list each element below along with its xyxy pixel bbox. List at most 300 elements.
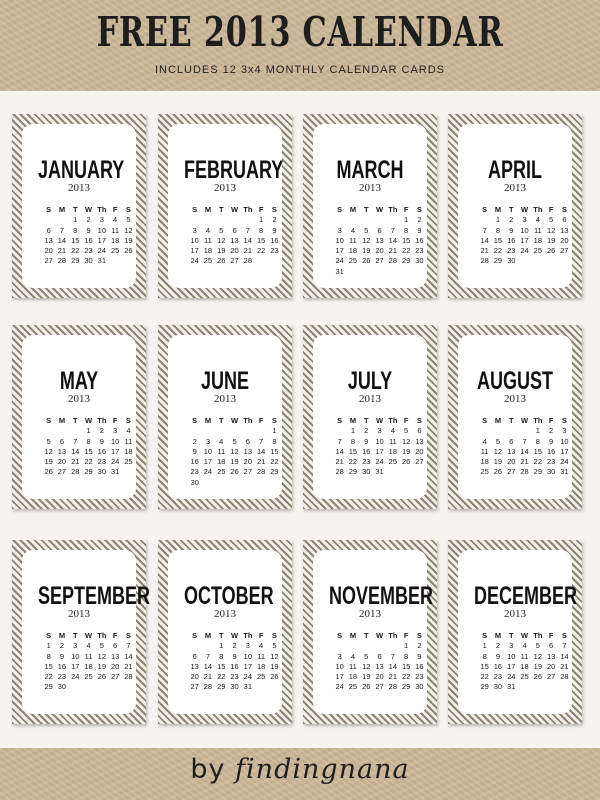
day-cell: 21: [520, 457, 529, 467]
month-day-grid: [188, 205, 281, 267]
day-cell: 9: [232, 651, 237, 661]
week-row: [333, 226, 426, 236]
day-cell: 11: [84, 651, 93, 661]
day-cell: 9: [495, 651, 501, 661]
day-cell: 24: [97, 246, 106, 256]
day-cell: 11: [480, 446, 489, 456]
day-cell: 26: [546, 246, 556, 256]
day-cell: 27: [110, 672, 120, 682]
day-cell: 6: [377, 225, 382, 235]
day-cell: 28: [335, 467, 344, 477]
day-cell: 23: [362, 457, 371, 467]
day-cell: 7: [245, 225, 250, 235]
day-cell: 7: [205, 651, 211, 661]
month-card-february: [158, 114, 292, 298]
day-cell: 11: [349, 235, 357, 245]
weekday-header-row: [188, 416, 281, 426]
day-cell: 2: [417, 641, 422, 651]
day-cell: 16: [546, 446, 556, 456]
empty-day-cell: [268, 256, 281, 266]
day-cell: 18: [203, 246, 213, 256]
day-cell: 13: [57, 446, 67, 456]
day-cell: 16: [415, 235, 424, 245]
day-cell: 15: [84, 446, 93, 456]
card-face: [458, 550, 577, 714]
empty-day-cell: [55, 426, 68, 436]
day-cell: 23: [507, 246, 516, 256]
day-cell: 30: [415, 256, 424, 266]
month-name: NOVEMBER: [328, 582, 433, 610]
weekday-label: T: [508, 416, 514, 425]
day-cell: 11: [349, 661, 357, 671]
day-cell: 19: [362, 672, 371, 682]
week-row: [188, 447, 281, 457]
week-row: [188, 682, 281, 692]
week-row: [42, 457, 135, 467]
empty-day-cell: [413, 267, 426, 277]
weekday-label: Th: [97, 416, 107, 425]
day-cell: 31: [375, 467, 384, 477]
empty-day-cell: [399, 467, 412, 477]
day-cell: 15: [401, 235, 411, 245]
day-cell: 13: [560, 225, 569, 235]
day-cell: 21: [243, 246, 252, 256]
weekday-label: W: [520, 631, 529, 640]
week-row: [333, 641, 426, 651]
day-cell: 19: [362, 246, 371, 256]
empty-day-cell: [95, 682, 108, 692]
weekday-label: F: [112, 416, 118, 425]
day-cell: 31: [243, 682, 252, 692]
day-cell: 13: [415, 436, 424, 446]
day-cell: 27: [375, 256, 384, 266]
day-cell: 20: [546, 661, 556, 671]
empty-day-cell: [69, 426, 82, 436]
day-cell: 7: [522, 436, 527, 446]
day-cell: 26: [533, 672, 542, 682]
month-day-grid: [333, 631, 426, 693]
day-cell: 25: [203, 256, 213, 266]
weekday-label: F: [548, 416, 554, 425]
day-cell: 2: [509, 215, 514, 225]
week-row: [478, 682, 571, 692]
weekday-label: F: [548, 631, 554, 640]
month-card-july: [303, 325, 437, 509]
day-cell: 20: [375, 672, 384, 682]
week-row: [42, 662, 135, 672]
weekday-label: W: [520, 205, 529, 214]
empty-day-cell: [108, 256, 121, 266]
week-row: [478, 652, 571, 662]
day-cell: 4: [205, 225, 211, 235]
day-cell: 24: [335, 256, 344, 266]
card-face: [22, 124, 136, 288]
empty-day-cell: [346, 267, 359, 277]
day-cell: 20: [190, 672, 199, 682]
day-cell: 13: [507, 446, 516, 456]
weekday-label: Th: [243, 631, 253, 640]
day-cell: 13: [110, 651, 120, 661]
day-cell: 14: [388, 235, 397, 245]
weekday-label: F: [258, 205, 264, 214]
day-cell: 3: [562, 426, 567, 436]
week-row: [478, 256, 571, 266]
month-name: FEBRUARY: [183, 156, 284, 184]
weekday-header-row: [42, 205, 135, 215]
month-year: 2013: [504, 608, 526, 620]
weekday-label: F: [548, 205, 554, 214]
day-cell: 14: [520, 446, 529, 456]
day-cell: 10: [560, 436, 569, 446]
day-cell: 18: [520, 661, 529, 671]
week-row: [333, 457, 426, 467]
day-cell: 2: [417, 215, 422, 225]
month-name: AUGUST: [476, 367, 554, 395]
day-cell: 21: [57, 246, 67, 256]
day-cell: 3: [522, 215, 527, 225]
day-cell: 8: [219, 651, 224, 661]
day-cell: 23: [493, 672, 503, 682]
day-cell: 18: [480, 457, 489, 467]
empty-day-cell: [254, 426, 267, 436]
day-cell: 11: [217, 446, 226, 456]
day-cell: 3: [205, 436, 211, 446]
day-cell: 7: [390, 651, 395, 661]
day-cell: 21: [335, 457, 344, 467]
day-cell: 24: [335, 682, 344, 692]
day-cell: 18: [84, 661, 93, 671]
day-cell: 25: [84, 672, 93, 682]
day-cell: 15: [348, 446, 358, 456]
day-cell: 26: [230, 467, 239, 477]
day-cell: 29: [270, 467, 279, 477]
day-cell: 27: [243, 467, 252, 477]
day-cell: 24: [375, 457, 384, 467]
day-cell: 21: [203, 672, 213, 682]
day-cell: 20: [415, 446, 424, 456]
weekday-label: F: [258, 416, 264, 425]
day-cell: 19: [44, 457, 53, 467]
day-cell: 14: [57, 235, 67, 245]
byline-author: findingnana: [235, 754, 410, 785]
day-cell: 21: [560, 661, 569, 671]
day-cell: 19: [493, 457, 503, 467]
day-cell: 2: [59, 641, 65, 651]
day-cell: 15: [270, 446, 279, 456]
day-cell: 25: [348, 682, 358, 692]
weekday-label: S: [125, 631, 131, 640]
day-cell: 31: [507, 682, 516, 692]
day-cell: 14: [335, 446, 344, 456]
day-cell: 22: [533, 457, 542, 467]
day-cell: 9: [549, 436, 554, 446]
day-cell: 5: [495, 436, 501, 446]
empty-day-cell: [491, 426, 504, 436]
day-cell: 28: [71, 467, 80, 477]
day-cell: 10: [203, 446, 213, 456]
day-cell: 10: [335, 235, 344, 245]
day-cell: 5: [272, 641, 277, 651]
empty-day-cell: [386, 467, 399, 477]
week-row: [478, 437, 571, 447]
week-row: [42, 256, 135, 266]
day-cell: 20: [44, 246, 53, 256]
day-cell: 25: [520, 672, 529, 682]
day-cell: 12: [362, 661, 371, 671]
day-cell: 19: [230, 457, 239, 467]
empty-day-cell: [122, 256, 135, 266]
day-cell: 28: [57, 256, 67, 266]
weekday-label: Th: [243, 416, 253, 425]
day-cell: 2: [232, 641, 237, 651]
month-year: 2013: [359, 182, 381, 194]
day-cell: 14: [560, 651, 569, 661]
empty-day-cell: [518, 426, 531, 436]
day-cell: 7: [126, 641, 131, 651]
weekday-label: Th: [97, 205, 107, 214]
day-cell: 6: [377, 651, 382, 661]
day-cell: 28: [203, 682, 213, 692]
day-cell: 9: [509, 225, 514, 235]
day-cell: 16: [230, 661, 239, 671]
weekday-label: Th: [533, 205, 543, 214]
day-cell: 15: [480, 661, 489, 671]
weekday-label: T: [363, 631, 369, 640]
day-cell: 5: [219, 225, 224, 235]
day-cell: 3: [509, 641, 514, 651]
month-card-october: [158, 540, 292, 724]
day-cell: 16: [190, 457, 199, 467]
weekday-label: S: [192, 416, 198, 425]
day-cell: 26: [401, 457, 411, 467]
day-cell: 4: [113, 215, 118, 225]
day-cell: 1: [73, 215, 78, 225]
day-cell: 27: [415, 457, 424, 467]
day-cell: 18: [110, 235, 120, 245]
day-cell: 8: [259, 225, 264, 235]
month-card-september: [12, 540, 150, 724]
week-row: [478, 226, 571, 236]
day-cell: 7: [59, 225, 65, 235]
day-cell: 18: [217, 457, 226, 467]
day-cell: 31: [335, 266, 344, 276]
day-cell: 24: [520, 246, 529, 256]
day-cell: 16: [493, 661, 503, 671]
weekday-label: Th: [388, 631, 398, 640]
day-cell: 11: [111, 225, 120, 235]
week-row: [42, 236, 135, 246]
day-cell: 1: [404, 215, 409, 225]
day-cell: 12: [97, 651, 106, 661]
empty-day-cell: [360, 215, 373, 225]
day-cell: 25: [110, 246, 120, 256]
day-cell: 12: [546, 225, 556, 235]
day-cell: 26: [124, 246, 133, 256]
empty-day-cell: [42, 426, 55, 436]
weekday-label: M: [58, 205, 66, 214]
empty-day-cell: [201, 478, 214, 488]
weekday-header-row: [188, 631, 281, 641]
day-cell: 19: [97, 661, 106, 671]
day-cell: 30: [190, 477, 199, 487]
month-name: APRIL: [488, 156, 542, 184]
day-cell: 6: [562, 215, 567, 225]
month-year: 2013: [214, 182, 236, 194]
day-cell: 24: [203, 467, 213, 477]
weekday-label: Th: [533, 631, 543, 640]
day-cell: 28: [243, 256, 252, 266]
day-cell: 22: [71, 246, 80, 256]
day-cell: 3: [99, 215, 104, 225]
day-cell: 3: [377, 426, 382, 436]
day-cell: 13: [375, 661, 384, 671]
month-day-grid: [188, 416, 281, 488]
weekday-label: F: [112, 631, 118, 640]
weekday-label: M: [494, 416, 502, 425]
weekday-label: T: [72, 631, 78, 640]
month-day-grid: [42, 205, 135, 267]
day-cell: 24: [190, 256, 199, 266]
day-cell: 15: [71, 235, 80, 245]
day-cell: 27: [190, 682, 199, 692]
day-cell: 11: [520, 651, 529, 661]
day-cell: 27: [546, 672, 556, 682]
day-cell: 13: [546, 651, 556, 661]
day-cell: 23: [97, 457, 106, 467]
empty-day-cell: [228, 426, 241, 436]
week-row: [42, 672, 135, 682]
day-cell: 26: [270, 672, 279, 682]
day-cell: 12: [270, 651, 279, 661]
day-cell: 29: [71, 256, 80, 266]
day-cell: 30: [97, 467, 106, 477]
day-cell: 29: [348, 467, 358, 477]
week-row: [478, 641, 571, 651]
week-row: [478, 426, 571, 436]
weekday-label: M: [494, 205, 502, 214]
card-face: [22, 550, 150, 714]
day-cell: 2: [99, 426, 104, 436]
day-cell: 8: [404, 225, 409, 235]
day-cell: 2: [272, 215, 277, 225]
day-cell: 27: [507, 467, 516, 477]
day-cell: 19: [533, 661, 542, 671]
day-cell: 5: [99, 641, 104, 651]
card-face: [313, 335, 427, 499]
month-name: MARCH: [336, 156, 404, 184]
empty-day-cell: [558, 256, 571, 266]
day-cell: 20: [230, 246, 239, 256]
day-cell: 16: [97, 446, 106, 456]
day-cell: 15: [401, 661, 411, 671]
card-face: [168, 335, 282, 499]
weekday-label: T: [508, 205, 514, 214]
weekday-header-row: [478, 416, 571, 426]
weekday-label: F: [403, 205, 409, 214]
empty-day-cell: [386, 641, 399, 651]
day-cell: 16: [507, 235, 516, 245]
page-title: FREE 2013 CALENDAR: [96, 8, 504, 56]
day-cell: 7: [482, 225, 487, 235]
day-cell: 25: [348, 256, 358, 266]
day-cell: 8: [535, 436, 540, 446]
day-cell: 4: [350, 651, 356, 661]
week-row: [188, 226, 281, 236]
day-cell: 17: [560, 446, 569, 456]
day-cell: 31: [97, 256, 106, 266]
empty-day-cell: [201, 426, 214, 436]
empty-day-cell: [399, 267, 412, 277]
empty-day-cell: [386, 215, 399, 225]
day-cell: 20: [243, 457, 252, 467]
day-cell: 22: [401, 672, 411, 682]
weekday-label: Th: [243, 205, 253, 214]
day-cell: 22: [493, 246, 503, 256]
day-cell: 25: [217, 467, 226, 477]
day-cell: 16: [362, 446, 371, 456]
weekday-label: M: [204, 631, 212, 640]
day-cell: 19: [546, 235, 556, 245]
month-year: 2013: [68, 393, 90, 405]
day-cell: 10: [71, 651, 80, 661]
day-cell: 2: [364, 426, 369, 436]
empty-day-cell: [360, 641, 373, 651]
week-row: [333, 682, 426, 692]
weekday-header-row: [188, 205, 281, 215]
empty-day-cell: [531, 682, 544, 692]
day-cell: 15: [44, 661, 53, 671]
day-cell: 23: [546, 457, 556, 467]
day-cell: 15: [256, 235, 266, 245]
day-cell: 24: [507, 672, 516, 682]
empty-day-cell: [215, 426, 228, 436]
day-cell: 14: [71, 446, 80, 456]
day-cell: 21: [256, 457, 266, 467]
weekday-label: W: [375, 631, 384, 640]
day-cell: 1: [535, 426, 540, 436]
day-cell: 18: [348, 246, 358, 256]
day-cell: 2: [86, 215, 91, 225]
day-cell: 31: [560, 467, 569, 477]
day-cell: 17: [335, 672, 344, 682]
empty-day-cell: [69, 682, 82, 692]
empty-day-cell: [241, 426, 254, 436]
empty-day-cell: [241, 478, 254, 488]
day-cell: 19: [217, 246, 226, 256]
day-cell: 17: [203, 457, 213, 467]
empty-day-cell: [518, 682, 531, 692]
weekday-label: F: [403, 631, 409, 640]
day-cell: 23: [190, 467, 199, 477]
byline-by: by: [190, 754, 236, 785]
weekday-label: W: [230, 205, 239, 214]
month-card-april: [448, 114, 582, 298]
day-cell: 6: [113, 641, 118, 651]
day-cell: 18: [124, 446, 133, 456]
month-year: 2013: [359, 608, 381, 620]
day-cell: 8: [404, 651, 409, 661]
day-cell: 12: [217, 235, 226, 245]
day-cell: 31: [110, 467, 120, 477]
day-cell: 26: [44, 467, 53, 477]
day-cell: 3: [113, 426, 118, 436]
day-cell: 17: [520, 235, 529, 245]
day-cell: 17: [507, 661, 516, 671]
day-cell: 16: [84, 235, 93, 245]
month-day-grid: [333, 416, 426, 478]
weekday-label: F: [112, 205, 118, 214]
day-cell: 13: [230, 235, 239, 245]
